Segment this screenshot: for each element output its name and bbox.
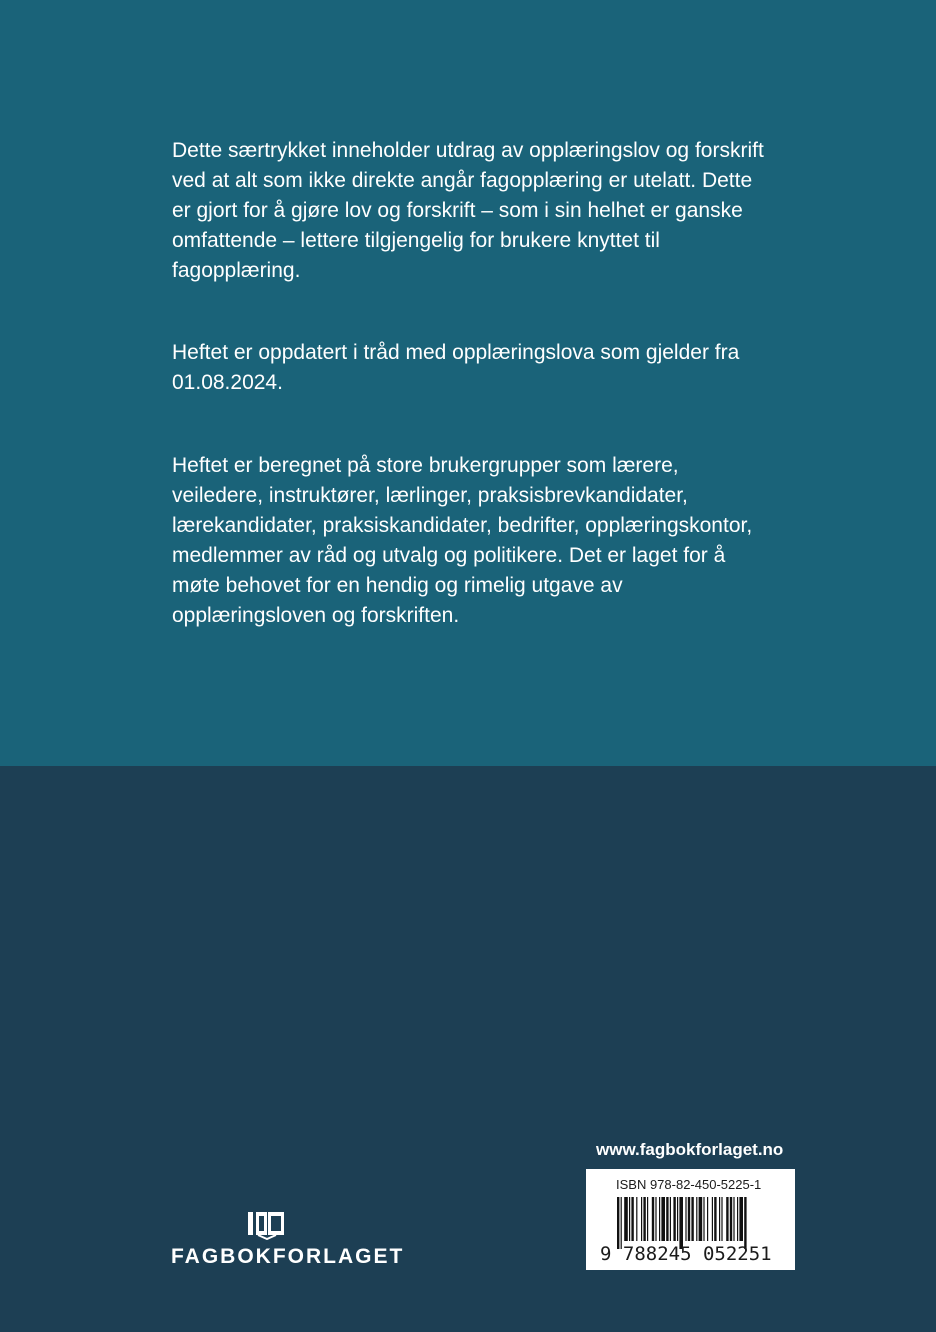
publisher-name: FAGBOKFORLAGET	[171, 1245, 405, 1268]
barcode-bar	[703, 1197, 704, 1241]
barcode-bar	[647, 1197, 648, 1241]
barcode-bar	[719, 1197, 720, 1241]
barcode-bar	[688, 1197, 690, 1241]
barcode-bar	[679, 1197, 683, 1249]
barcode-bar	[643, 1197, 645, 1241]
barcode-bar	[617, 1197, 619, 1249]
barcode-bar	[685, 1197, 686, 1241]
barcode-bar	[621, 1197, 622, 1249]
barcode-bar	[721, 1197, 722, 1241]
barcode-bar	[730, 1197, 732, 1241]
barcode-bar	[691, 1197, 693, 1241]
barcode-bar	[699, 1197, 703, 1241]
barcode-bar	[666, 1197, 668, 1241]
barcode-bar	[733, 1197, 734, 1241]
barcode-bar	[739, 1197, 743, 1241]
barcode-bar	[712, 1197, 713, 1241]
barcode-bar	[624, 1197, 628, 1241]
blurb-paragraph-2: Heftet er oppdatert i tråd med opplæringslova som gjelder fra 01.08.2024.	[172, 341, 740, 394]
barcode-bar	[707, 1197, 708, 1241]
publisher-website: www.fagbokforlaget.no	[596, 1140, 784, 1159]
ean-digits: 9 788245 052251	[600, 1243, 772, 1265]
barcode-bar	[661, 1197, 665, 1241]
barcode-bar	[631, 1197, 633, 1241]
barcode-bar	[641, 1197, 642, 1241]
cover-bottom-panel	[0, 766, 936, 1332]
blurb-paragraph-3: Heftet er beregnet på store brukergrupper som lærere, veiledere, instruktører, lærlinger, praksisbrevkandidater, lærekandidater, praksiskandidater, bedrifter, opplæringskontor, medlemmer av råd og utvalg og politikere. Det er laget for å møte behovet for en hendig og rimelig utgave av opplæringsloven og forskriften.	[172, 454, 753, 627]
barcode-bar	[670, 1197, 671, 1241]
isbn-label: ISBN 978-82-450-5225-1	[616, 1177, 762, 1192]
barcode-bar	[726, 1197, 728, 1241]
barcode-bar	[737, 1197, 738, 1241]
barcode-bar	[714, 1197, 716, 1241]
barcode-bar	[696, 1197, 697, 1241]
barcode-bar	[655, 1197, 656, 1241]
barcode-bar	[652, 1197, 654, 1241]
barcode-bar	[744, 1197, 746, 1249]
barcode-bar	[673, 1197, 675, 1241]
open-book-icon	[246, 1208, 288, 1240]
blurb-paragraph-1: Dette særtrykket inneholder utdrag av opplæringslov og forskrift ved at alt som ikke direkte angår fagopplæring er utelatt. Dette er gjort for å gjøre lov og forskrift – som i sin helhet er ganske omfattende – lettere tilgjengelig for brukere knyttet til fagopplæring.	[172, 139, 764, 282]
barcode-bar	[677, 1197, 678, 1241]
barcode-bar	[659, 1197, 660, 1241]
barcode-bar	[629, 1197, 630, 1241]
barcode-bar	[636, 1197, 637, 1241]
isbn-barcode	[586, 1169, 795, 1270]
